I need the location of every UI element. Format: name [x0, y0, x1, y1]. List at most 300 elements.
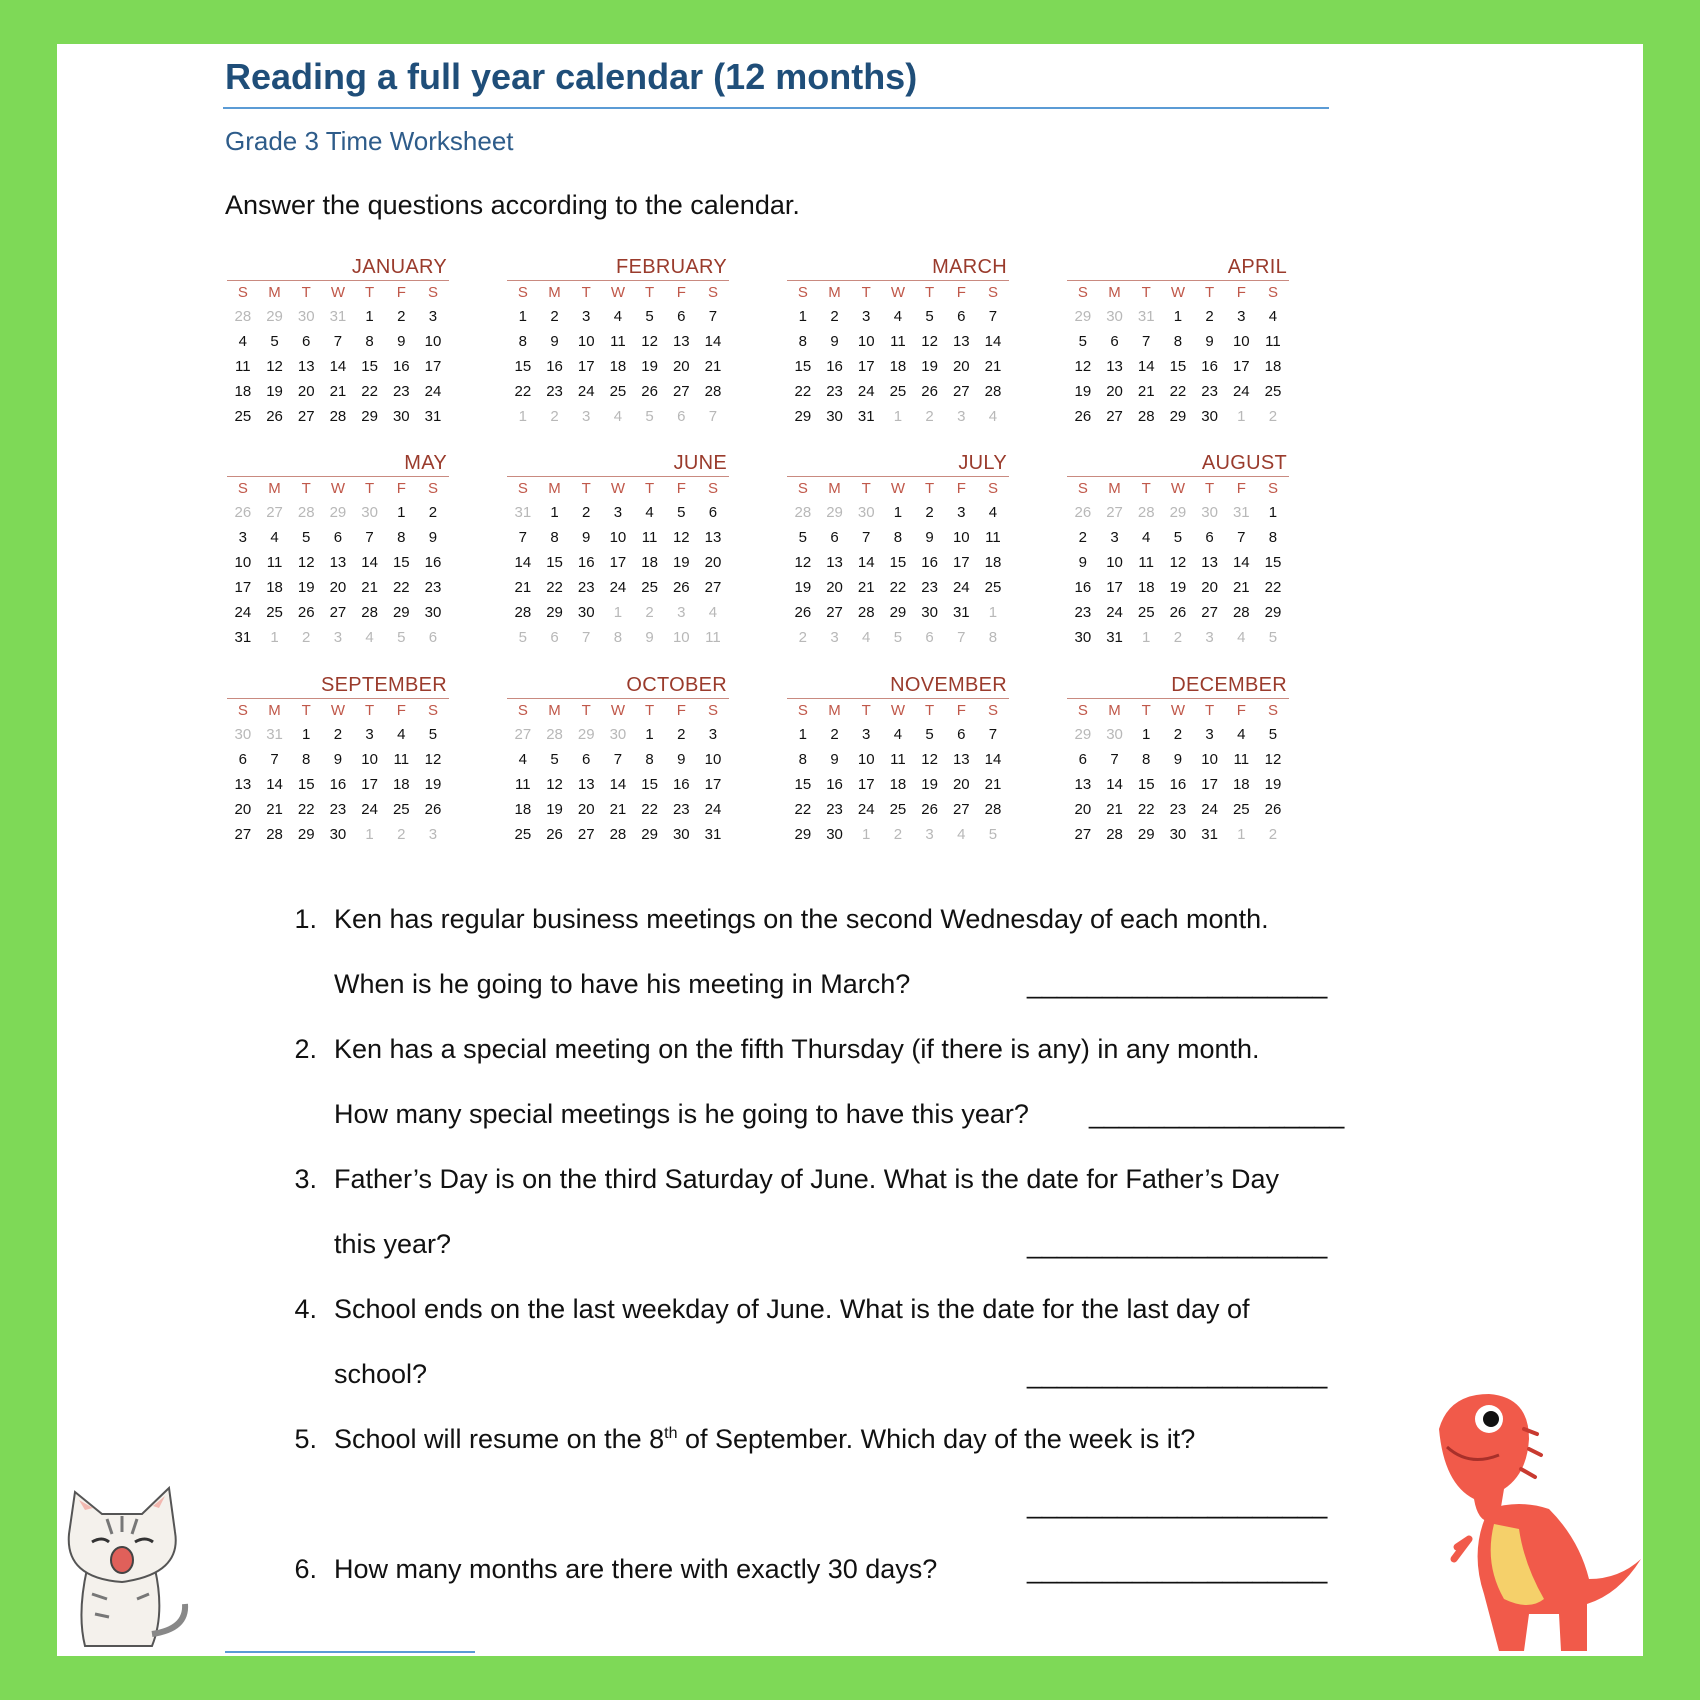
week-row: [507, 625, 729, 650]
week-row: [1067, 797, 1289, 822]
day-number: 7: [270, 751, 279, 768]
weekday-letter: T: [365, 480, 375, 497]
week-row: [507, 797, 729, 822]
day-number: 14: [266, 776, 283, 793]
day-number: 29: [641, 826, 658, 843]
day-number: 13: [1074, 776, 1092, 793]
day-number: 24: [1201, 801, 1218, 818]
day-number: 10: [1201, 751, 1218, 768]
question-number: 6.: [294, 1554, 317, 1584]
week-row: [787, 354, 1009, 379]
month-name: DECEMBER: [1171, 674, 1287, 696]
month-name: JANUARY: [351, 256, 447, 278]
day-number: 9: [925, 529, 934, 546]
day-number: 8: [893, 529, 903, 546]
day-number: 5: [1268, 726, 1278, 743]
day-number: 1: [365, 308, 374, 325]
day-number: 8: [1268, 529, 1278, 546]
day-number: 31: [857, 408, 875, 425]
day-number: 26: [1169, 604, 1187, 621]
day-number: 25: [889, 383, 907, 400]
day-number: 26: [921, 801, 938, 818]
weekday-header-row: [507, 477, 729, 500]
day-number: 25: [641, 579, 658, 596]
adjacent-month-day: 30: [1201, 504, 1218, 521]
day-number: 27: [952, 801, 970, 818]
month-name: MAY: [404, 452, 447, 474]
weekday-letter: F: [676, 284, 686, 301]
day-number: 5: [677, 504, 686, 521]
weekday-letter: T: [925, 702, 935, 719]
day-number: 22: [641, 801, 658, 818]
day-number: 30: [672, 826, 690, 843]
day-number: 23: [1169, 801, 1187, 818]
adjacent-month-day: 6: [550, 629, 559, 646]
page-subtitle: Grade 3 Time Worksheet: [225, 126, 514, 156]
day-number: 15: [794, 358, 812, 375]
day-number: 5: [1173, 529, 1183, 546]
day-number: 7: [1110, 751, 1119, 768]
day-number: 10: [424, 333, 442, 350]
day-number: 7: [708, 308, 718, 325]
day-number: 1: [550, 504, 559, 521]
month-name: MARCH: [932, 256, 1007, 278]
day-number: 18: [234, 383, 252, 400]
week-row: [227, 772, 449, 797]
day-number: 20: [1106, 383, 1123, 400]
day-number: 6: [333, 529, 343, 546]
adjacent-month-day: 28: [546, 726, 563, 743]
week-row: [507, 525, 729, 550]
day-number: 25: [1232, 801, 1250, 818]
weekday-letter: S: [237, 284, 248, 301]
adjacent-month-day: 5: [988, 826, 998, 843]
day-number: 27: [952, 383, 970, 400]
day-number: 11: [1138, 554, 1154, 571]
day-number: 9: [830, 333, 839, 350]
day-number: 15: [641, 776, 658, 793]
day-number: 1: [645, 726, 654, 743]
month-name: SEPTEMBER: [320, 674, 447, 696]
day-number: 17: [952, 554, 970, 571]
day-number: 8: [1173, 333, 1183, 350]
day-number: 7: [365, 529, 374, 546]
day-number: 26: [546, 826, 563, 843]
weekday-header-row: [787, 477, 1009, 500]
day-number: 31: [704, 826, 722, 843]
day-number: 6: [302, 333, 311, 350]
adjacent-month-day: 5: [518, 629, 528, 646]
weekday-letter: S: [237, 702, 248, 719]
day-number: 20: [826, 579, 843, 596]
adjacent-month-day: 6: [925, 629, 934, 646]
adjacent-month-day: 1: [518, 408, 528, 425]
day-number: 28: [329, 408, 347, 425]
weekday-letter: M: [828, 702, 841, 719]
adjacent-month-day: 1: [1237, 408, 1246, 425]
day-number: 1: [1142, 726, 1151, 743]
day-number: 24: [1106, 604, 1123, 621]
month-name: AUGUST: [1201, 452, 1287, 474]
day-number: 11: [266, 554, 283, 571]
adjacent-month-day: 29: [577, 726, 595, 743]
day-number: 21: [857, 579, 875, 596]
day-number: 2: [830, 308, 839, 325]
weekday-letter: W: [610, 702, 625, 719]
month-name: FEBRUARY: [616, 256, 727, 278]
question-text-part: School will resume on the 8: [334, 1424, 665, 1454]
week-row: [227, 575, 449, 600]
day-number: 31: [1106, 629, 1123, 646]
adjacent-month-day: 4: [1237, 629, 1246, 646]
day-number: 17: [857, 358, 875, 375]
day-number: 6: [1205, 529, 1214, 546]
day-number: 15: [514, 358, 532, 375]
weekday-letter: S: [987, 284, 998, 301]
day-number: 31: [234, 629, 252, 646]
weekday-header-row: [1067, 699, 1289, 722]
day-number: 17: [234, 579, 252, 596]
day-number: 19: [641, 358, 658, 375]
day-number: 11: [890, 751, 906, 768]
day-number: 22: [546, 579, 563, 596]
day-number: 24: [952, 579, 970, 596]
weekday-letter: F: [676, 480, 686, 497]
day-number: 8: [365, 333, 374, 350]
adjacent-month-day: 30: [857, 504, 875, 521]
day-number: 8: [798, 751, 808, 768]
day-number: 27: [672, 383, 690, 400]
day-number: 24: [424, 383, 442, 400]
day-number: 11: [235, 358, 251, 375]
weekday-letter: S: [1077, 480, 1088, 497]
day-number: 28: [704, 383, 722, 400]
day-number: 26: [1074, 408, 1092, 425]
month-february: [507, 256, 729, 429]
day-number: 4: [238, 333, 248, 350]
weekday-letter: T: [365, 702, 375, 719]
day-number: 22: [794, 383, 812, 400]
day-number: 13: [329, 554, 347, 571]
day-number: 2: [333, 726, 343, 743]
weekday-letter: F: [396, 284, 406, 301]
question-2-line-2: [267, 1094, 1357, 1134]
day-number: 1: [518, 308, 528, 325]
adjacent-month-day: 1: [365, 826, 374, 843]
day-number: 18: [641, 554, 658, 571]
day-number: 16: [1074, 579, 1092, 596]
day-number: 1: [798, 726, 808, 743]
adjacent-month-day: 2: [302, 629, 311, 646]
day-number: 12: [641, 333, 658, 350]
adjacent-month-day: 1: [1237, 826, 1246, 843]
day-number: 6: [957, 308, 966, 325]
day-number: 13: [1106, 358, 1123, 375]
day-number: 25: [1137, 604, 1155, 621]
day-number: 7: [613, 751, 623, 768]
day-number: 17: [1201, 776, 1218, 793]
footer-rule: [225, 1651, 475, 1653]
day-number: 10: [952, 529, 970, 546]
weekday-letter: M: [1108, 284, 1121, 301]
weekday-letter: S: [797, 480, 808, 497]
week-row: [787, 722, 1009, 747]
day-number: 12: [921, 751, 938, 768]
day-number: 20: [1201, 579, 1218, 596]
week-row: [227, 550, 449, 575]
day-number: 3: [957, 504, 966, 521]
weekday-letter: S: [797, 702, 808, 719]
adjacent-month-day: 26: [1074, 504, 1092, 521]
day-number: 5: [925, 726, 934, 743]
answer-blank-4[interactable]: ____________________: [1027, 1359, 1328, 1389]
adjacent-month-day: 3: [677, 604, 686, 621]
day-number: 24: [361, 801, 378, 818]
question-text: school?: [334, 1359, 428, 1389]
day-number: 3: [582, 308, 591, 325]
adjacent-month-day: 29: [1074, 308, 1092, 325]
day-number: 15: [1169, 358, 1187, 375]
day-number: 25: [1264, 383, 1282, 400]
adjacent-month-day: 29: [826, 504, 843, 521]
day-number: 14: [514, 554, 532, 571]
day-number: 19: [266, 383, 283, 400]
day-number: 8: [518, 333, 528, 350]
day-number: 14: [984, 751, 1002, 768]
adjacent-month-day: 31: [1232, 504, 1250, 521]
day-number: 10: [609, 529, 627, 546]
week-row: [227, 354, 449, 379]
day-number: 20: [329, 579, 347, 596]
day-number: 14: [984, 333, 1002, 350]
day-number: 19: [672, 554, 690, 571]
day-number: 9: [1078, 554, 1088, 571]
day-number: 28: [266, 826, 283, 843]
day-number: 17: [361, 776, 378, 793]
day-number: 18: [392, 776, 410, 793]
weekday-letter: S: [987, 702, 998, 719]
weekday-letter: T: [645, 284, 655, 301]
answer-blank-1[interactable]: ____________________: [1027, 969, 1328, 999]
weekday-letter: M: [828, 480, 841, 497]
adjacent-month-day: 6: [677, 408, 686, 425]
weekday-letter: W: [890, 702, 905, 719]
day-number: 24: [1232, 383, 1250, 400]
day-number: 5: [270, 333, 279, 350]
day-number: 24: [704, 801, 722, 818]
weekday-letter: T: [301, 480, 311, 497]
adjacent-month-day: 3: [582, 408, 591, 425]
day-number: 11: [641, 529, 658, 546]
question-4: [267, 1289, 1357, 1329]
day-number: 15: [361, 358, 378, 375]
day-number: 30: [392, 408, 410, 425]
day-number: 14: [361, 554, 378, 571]
day-number: 23: [1201, 383, 1218, 400]
day-number: 25: [266, 604, 283, 621]
day-number: 28: [857, 604, 875, 621]
day-number: 19: [297, 579, 315, 596]
day-number: 20: [234, 801, 252, 818]
weekday-letter: S: [1077, 284, 1088, 301]
day-number: 13: [672, 333, 690, 350]
day-number: 6: [830, 529, 839, 546]
day-number: 28: [1137, 408, 1155, 425]
day-number: 15: [1264, 554, 1282, 571]
day-number: 24: [609, 579, 627, 596]
day-number: 17: [609, 554, 627, 571]
weekday-letter: T: [1141, 480, 1151, 497]
day-number: 23: [329, 801, 347, 818]
day-number: 19: [1169, 579, 1187, 596]
week-row: [787, 550, 1009, 575]
day-number: 6: [238, 751, 248, 768]
day-number: 6: [677, 308, 686, 325]
day-number: 16: [1169, 776, 1187, 793]
day-number: 2: [925, 504, 934, 521]
day-number: 9: [333, 751, 343, 768]
day-number: 14: [1232, 554, 1250, 571]
day-number: 28: [1106, 826, 1123, 843]
week-row: [1067, 625, 1289, 650]
page-title: Reading a full year calendar (12 months): [225, 56, 918, 97]
answer-blank-5[interactable]: ____________________: [1027, 1489, 1328, 1519]
adjacent-month-day: 2: [798, 629, 808, 646]
day-number: 2: [397, 308, 406, 325]
weekday-letter: S: [517, 284, 528, 301]
day-number: 13: [952, 333, 970, 350]
day-number: 9: [830, 751, 839, 768]
answer-blank-6[interactable]: ____________________: [1027, 1554, 1328, 1584]
day-number: 25: [514, 826, 532, 843]
answer-blank-2[interactable]: _________________: [1089, 1099, 1345, 1129]
day-number: 27: [826, 604, 843, 621]
question-3-line-2: [267, 1224, 1357, 1264]
day-number: 10: [704, 751, 722, 768]
weekday-letter: W: [610, 284, 625, 301]
day-number: 22: [1169, 383, 1187, 400]
day-number: 17: [704, 776, 722, 793]
day-number: 14: [1137, 358, 1155, 375]
question-5-line-2: [267, 1484, 1357, 1524]
day-number: 26: [266, 408, 283, 425]
question-1-line-2: [267, 964, 1357, 1004]
day-number: 1: [798, 308, 808, 325]
question-text: How many months are there with exactly 30 days?: [334, 1554, 938, 1584]
adjacent-month-day: 30: [234, 726, 252, 743]
day-number: 2: [550, 308, 559, 325]
day-number: 3: [862, 308, 871, 325]
adjacent-month-day: 5: [645, 408, 654, 425]
day-number: 7: [518, 529, 528, 546]
day-number: 11: [1265, 333, 1281, 350]
adjacent-month-day: 9: [645, 629, 654, 646]
week-row: [507, 722, 729, 747]
day-number: 5: [550, 751, 559, 768]
day-number: 27: [1074, 826, 1092, 843]
weekday-letter: M: [548, 702, 561, 719]
week-row: [1067, 747, 1289, 772]
answer-blank-3[interactable]: ____________________: [1027, 1229, 1328, 1259]
week-row: [787, 600, 1009, 625]
day-number: 8: [397, 529, 406, 546]
day-number: 15: [392, 554, 410, 571]
day-number: 24: [234, 604, 252, 621]
weekday-letter: W: [330, 480, 345, 497]
day-number: 12: [297, 554, 315, 571]
day-number: 19: [1264, 776, 1282, 793]
day-number: 2: [428, 504, 438, 521]
weekday-header-row: [787, 699, 1009, 722]
day-number: 4: [1142, 529, 1151, 546]
day-number: 4: [518, 751, 528, 768]
question-text: Father’s Day is on the third Saturday of June. What is the date for Father’s Day: [334, 1164, 1279, 1194]
day-number: 17: [857, 776, 875, 793]
weekday-letter: S: [517, 702, 528, 719]
weekday-letter: S: [237, 480, 248, 497]
weekday-letter: T: [301, 284, 311, 301]
week-row: [507, 500, 729, 525]
adjacent-month-day: 4: [365, 629, 374, 646]
day-number: 22: [889, 579, 907, 596]
week-row: [1067, 329, 1289, 354]
month-july: [787, 452, 1009, 650]
month-september: [227, 674, 449, 847]
day-number: 7: [333, 333, 343, 350]
day-number: 11: [890, 333, 906, 350]
weekday-letter: T: [925, 284, 935, 301]
day-number: 2: [1173, 726, 1183, 743]
question-number: 3.: [294, 1164, 317, 1194]
weekday-letter: T: [581, 480, 591, 497]
adjacent-month-day: 4: [862, 629, 871, 646]
week-row: [787, 500, 1009, 525]
day-number: 9: [1173, 751, 1183, 768]
weekday-letter: T: [1141, 702, 1151, 719]
day-number: 18: [609, 358, 627, 375]
day-number: 8: [1142, 751, 1151, 768]
day-number: 21: [329, 383, 347, 400]
day-number: 22: [1137, 801, 1155, 818]
day-number: 25: [609, 383, 627, 400]
weekday-letter: S: [987, 480, 998, 497]
day-number: 22: [361, 383, 378, 400]
day-number: 27: [297, 408, 315, 425]
day-number: 1: [1268, 504, 1278, 521]
day-number: 29: [794, 826, 812, 843]
day-number: 10: [857, 751, 875, 768]
day-number: 16: [577, 554, 595, 571]
adjacent-month-day: 31: [266, 726, 283, 743]
week-row: [1067, 575, 1289, 600]
question-text: How many special meetings is he going to have this year?: [334, 1099, 1029, 1129]
question-text: this year?: [334, 1229, 452, 1259]
day-number: 30: [329, 826, 347, 843]
weekday-letter: S: [707, 480, 718, 497]
weekday-letter: M: [548, 480, 561, 497]
weekday-letter: T: [645, 480, 655, 497]
day-number: 18: [514, 801, 532, 818]
week-row: [787, 625, 1009, 650]
weekday-letter: T: [301, 702, 311, 719]
day-number: 30: [424, 604, 442, 621]
month-august: [1067, 452, 1289, 650]
day-number: 23: [826, 383, 843, 400]
day-number: 12: [266, 358, 283, 375]
weekday-letter: T: [861, 480, 871, 497]
question-5: [267, 1419, 1357, 1459]
day-number: 15: [297, 776, 315, 793]
